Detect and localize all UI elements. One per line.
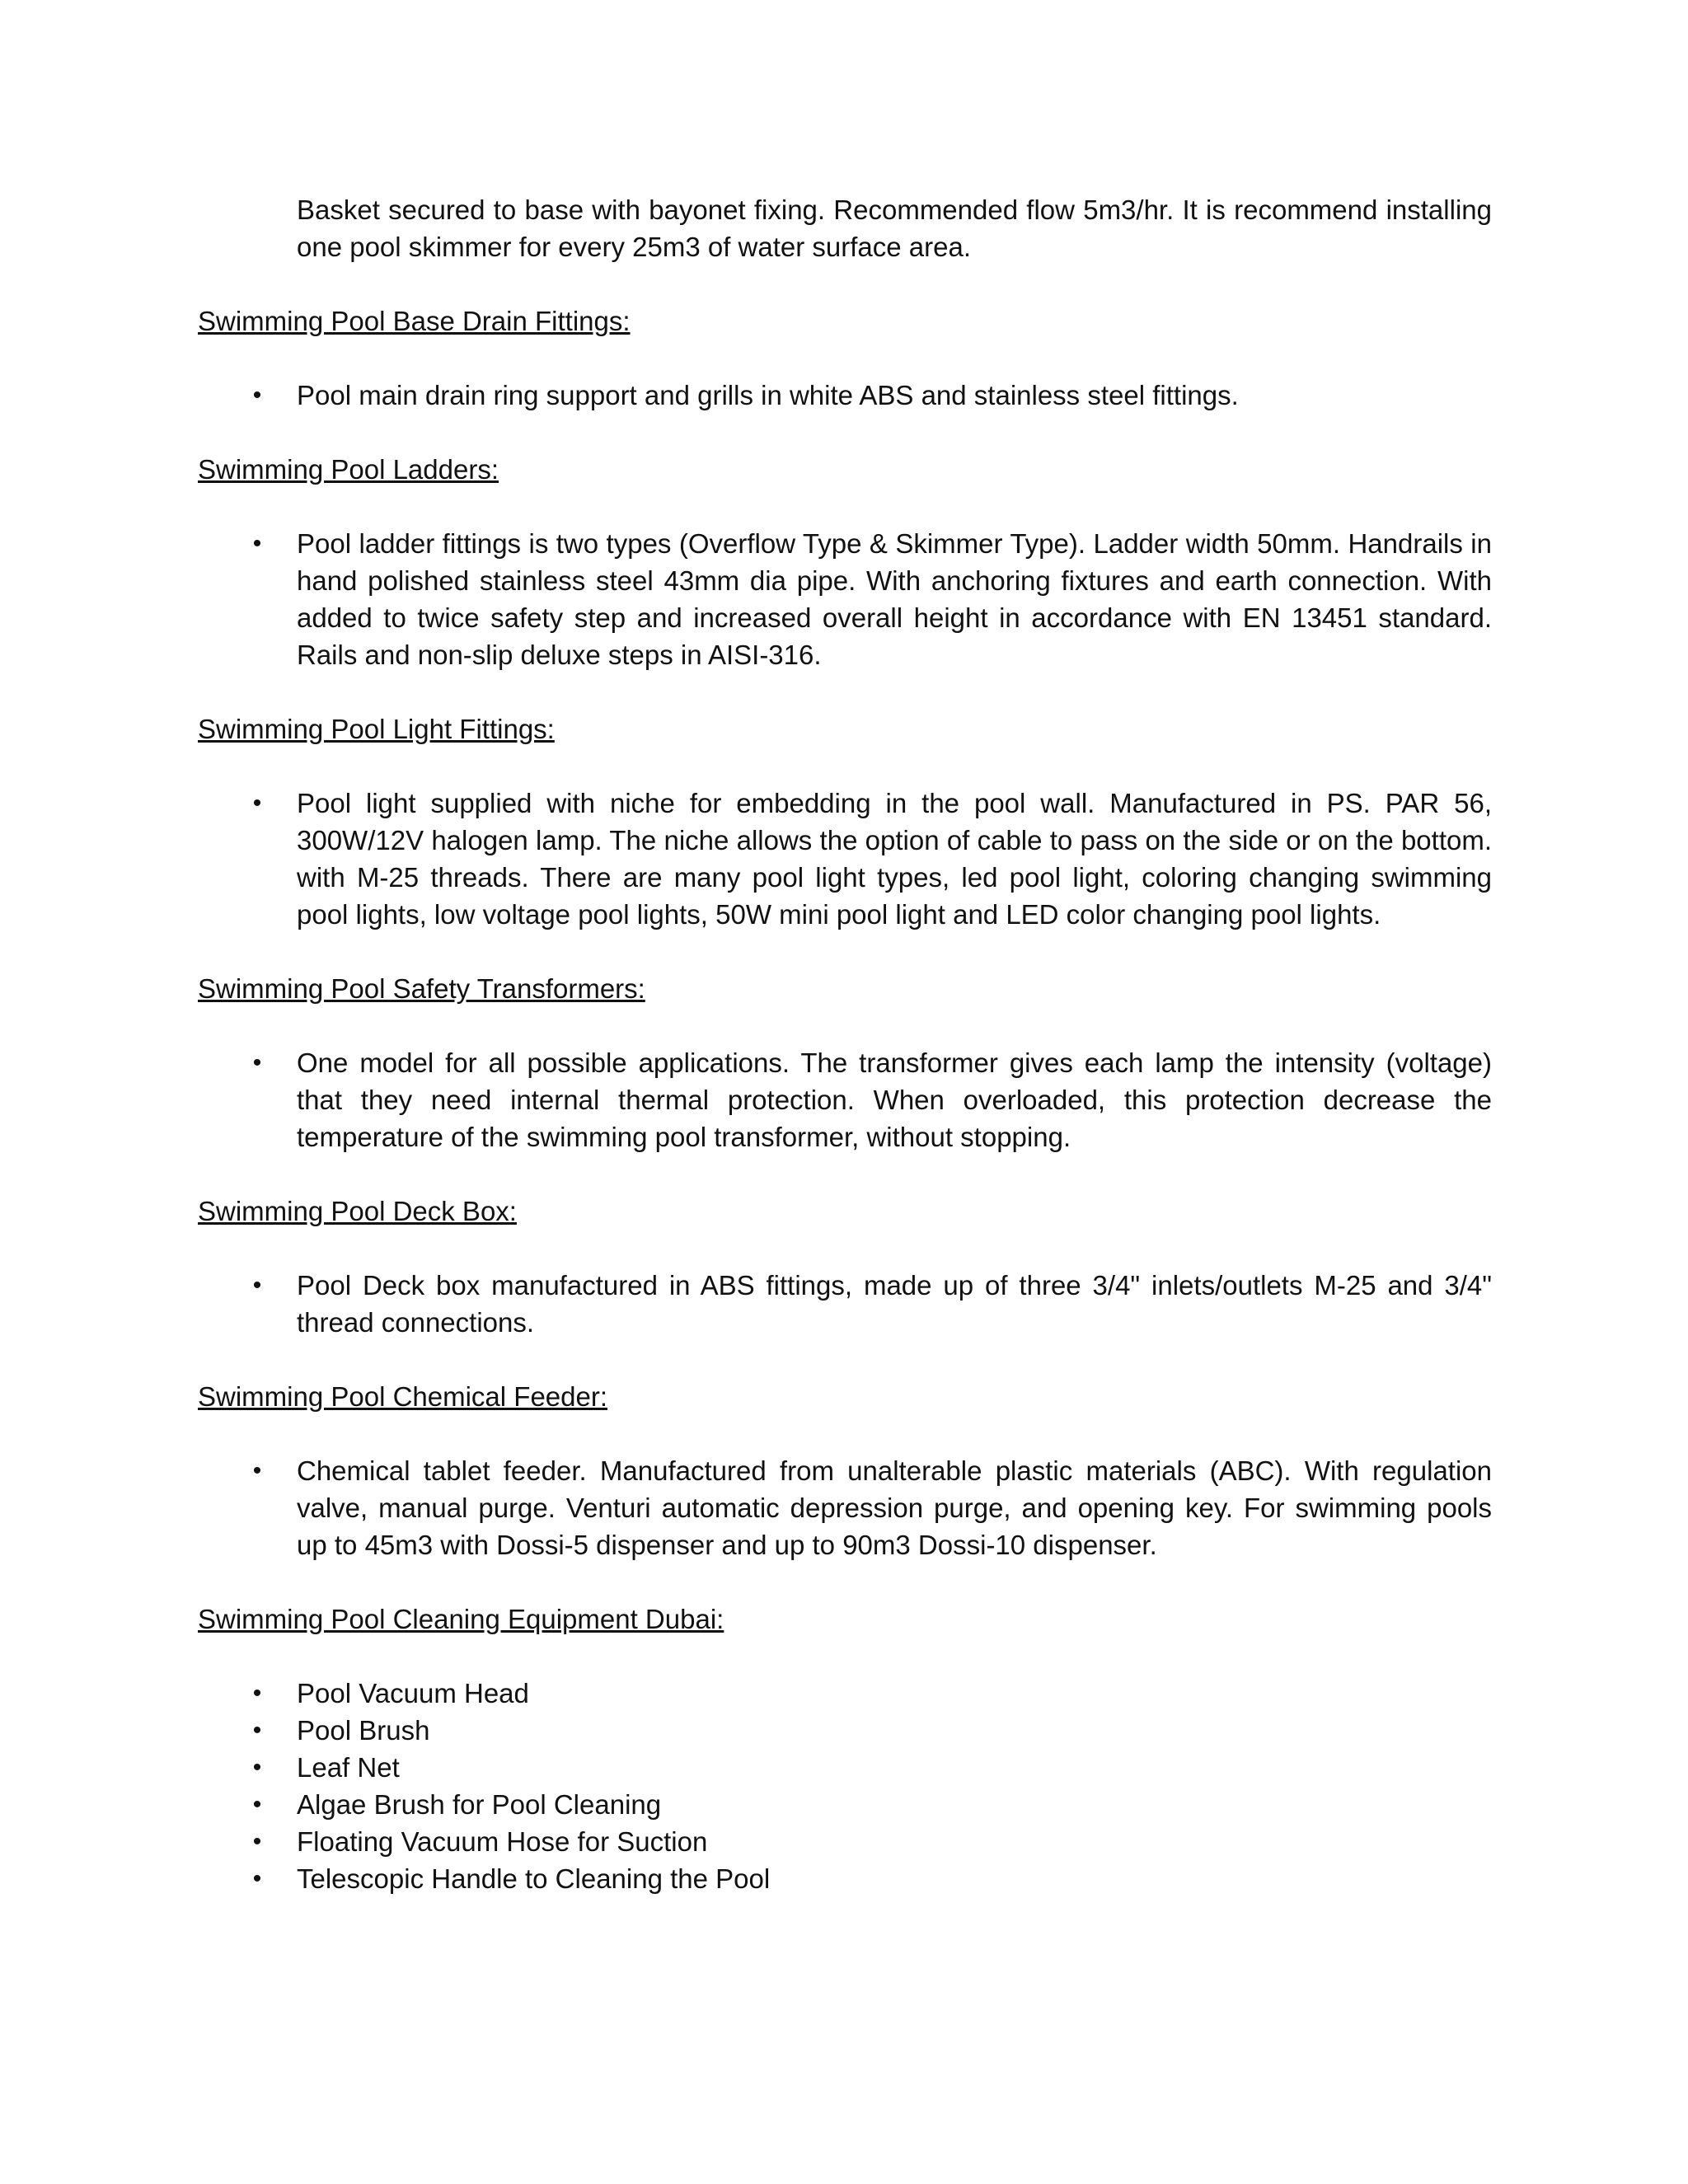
- list-item-text: Pool ladder fittings is two types (Overflow Type & Skimmer Type). Ladder width 50mm. Handrails in hand polished stainless steel 43mm dia pipe. With anchoring fixtures and earth connection. With added to twice safety step and increased overall height in accordance with EN 13451 standard. Rails and non-slip deluxe steps in AISI-316.: [297, 528, 1492, 670]
- list-ladders: [198, 525, 1492, 673]
- heading-ladders: Swimming Pool Ladders:: [198, 454, 499, 485]
- list-item-text: Leaf Net: [297, 1752, 400, 1783]
- list-item: [198, 1749, 1492, 1786]
- bullet-icon: •: [252, 1828, 262, 1855]
- list-cleaning-equipment: [198, 1675, 1492, 1897]
- list-item-text: One model for all possible applications. The transformer gives each lamp the intensity (voltage) that they need internal thermal protection. When overloaded, this protection decrease the temperature of the swimming pool transformer, without stopping.: [297, 1047, 1492, 1152]
- bullet-icon: •: [252, 1272, 262, 1299]
- list-item: [198, 377, 1492, 414]
- heading-safety-transformers: Swimming Pool Safety Transformers:: [198, 973, 645, 1004]
- heading-light-fittings: Swimming Pool Light Fittings:: [198, 714, 555, 744]
- bullet-icon: •: [252, 1457, 262, 1484]
- bullet-icon: •: [252, 530, 262, 557]
- list-item: [198, 1267, 1492, 1341]
- list-item: [198, 1452, 1492, 1563]
- list-item-text: Algae Brush for Pool Cleaning: [297, 1789, 662, 1820]
- bullet-icon: •: [252, 1754, 262, 1781]
- list-safety-transformers: [198, 1044, 1492, 1155]
- heading-chemical-feeder: Swimming Pool Chemical Feeder:: [198, 1381, 608, 1412]
- document-page: [198, 191, 1492, 1897]
- list-item-text: Pool light supplied with niche for embedding in the pool wall. Manufactured in PS. PAR 56, 300W/12V halogen lamp. The niche allows the option of cable to pass on the side or on the bottom. with M-25 threads. There are many pool light types, led pool light, coloring changing swimming pool lights, low voltage pool lights, 50W mini pool light and LED color changing pool lights.: [297, 788, 1492, 930]
- list-item: [198, 1712, 1492, 1749]
- list-item: [198, 1860, 1492, 1897]
- list-item-text: Floating Vacuum Hose for Suction: [297, 1826, 708, 1857]
- heading-base-drain: Swimming Pool Base Drain Fittings:: [198, 306, 631, 336]
- heading-cleaning-equipment: Swimming Pool Cleaning Equipment Dubai:: [198, 1604, 724, 1634]
- list-light-fittings: [198, 785, 1492, 933]
- heading-deck-box: Swimming Pool Deck Box:: [198, 1196, 517, 1226]
- bullet-icon: •: [252, 1791, 262, 1818]
- list-item: [198, 785, 1492, 933]
- bullet-icon: •: [252, 790, 262, 817]
- bullet-icon: •: [252, 1049, 262, 1076]
- list-item: [198, 1823, 1492, 1860]
- bullet-icon: •: [252, 382, 262, 409]
- list-item-text: Pool Brush: [297, 1715, 430, 1746]
- list-deck-box: [198, 1267, 1492, 1341]
- list-item-text: Pool Deck box manufactured in ABS fittings, made up of three 3/4" inlets/outlets M-25 and 3/4" thread connections.: [297, 1270, 1492, 1338]
- list-item-text: Chemical tablet feeder. Manufactured from unalterable plastic materials (ABC). With regulation valve, manual purge. Venturi automatic depression purge, and opening key. For swimming pools up to 45m3 with Dossi-5 dispenser and up to 90m3 Dossi-10 dispenser.: [297, 1455, 1492, 1560]
- bullet-icon: •: [252, 1717, 262, 1744]
- continuation-paragraph: Basket secured to base with bayonet fixing. Recommended flow 5m3/hr. It is recommend installing one pool skimmer for every 25m3 of water surface area.: [297, 194, 1492, 262]
- list-item-text: Pool Vacuum Head: [297, 1678, 529, 1708]
- list-item: [198, 1675, 1492, 1712]
- list-item: [198, 1044, 1492, 1155]
- bullet-icon: •: [252, 1865, 262, 1892]
- list-base-drain: [198, 377, 1492, 414]
- list-chemical-feeder: [198, 1452, 1492, 1563]
- bullet-icon: •: [252, 1680, 262, 1707]
- list-item: [198, 525, 1492, 673]
- list-item-text: Pool main drain ring support and grills in white ABS and stainless steel fittings.: [297, 380, 1239, 410]
- list-item-text: Telescopic Handle to Cleaning the Pool: [297, 1863, 771, 1894]
- list-item: [198, 1786, 1492, 1823]
